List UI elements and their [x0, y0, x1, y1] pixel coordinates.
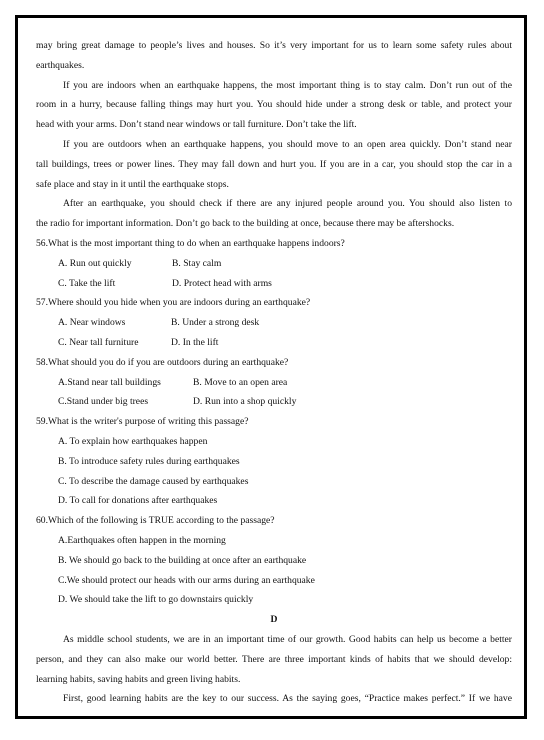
- passage-c-line: safe place and stay in it until the earthquake stops.: [36, 178, 229, 190]
- passage-c-line: room in a hurry, because falling things may hurt you. You should hide under a strong desk or table, and protect your: [36, 99, 512, 111]
- passage-d-line: First, good learning habits are the key to our success. As the saying goes, “Practice makes perfect.” If we have: [63, 693, 512, 705]
- question-57-options-row: [36, 313, 512, 333]
- option-59-c: C. To describe the damage caused by earthquakes: [58, 475, 249, 487]
- passage-c-line: earthquakes.: [36, 59, 85, 71]
- option-57-c: C. Near tall furniture: [58, 336, 139, 348]
- option-57-a: A. Near windows: [58, 317, 126, 329]
- passage-c-line: After an earthquake, you should check if there are any injured people around you. You should also listen to: [63, 198, 512, 210]
- page-content: [36, 36, 512, 709]
- passage-c-line: may bring great damage to people’s lives and houses. So it’s very important for us to learn some safety rules about: [36, 40, 512, 51]
- passage-c-line: tall buildings, trees or power lines. They may fall down and hurt you. If you are in a car, you should stop the car in a: [36, 158, 512, 170]
- option-58-a: A.Stand near tall buildings: [58, 376, 161, 388]
- question-58-options-row: [36, 373, 512, 393]
- passage-d-line: learning habits, saving habits and green living habits.: [36, 673, 241, 685]
- question-58-options-row: [36, 392, 512, 412]
- option-56-d: D. Protect head with arms: [172, 277, 272, 289]
- option-56-b: B. Stay calm: [172, 257, 222, 269]
- passage-c-line: head with your arms. Don’t stand near windows or tall furniture. Don’t take the lift.: [36, 119, 357, 131]
- option-58-b: B. Move to an open area: [193, 376, 288, 388]
- passage-d-line: As middle school students, we are in an important time of our growth. Good habits can help us become a better: [63, 633, 512, 645]
- question-58-stem: 58.What should you do if you are outdoors during an earthquake?: [36, 356, 289, 368]
- question-59-stem: 59.What is the writer's purpose of writing this passage?: [36, 416, 249, 428]
- passage-c-line: If you are indoors when an earthquake happens, the most important thing is to stay calm. Don’t run out of the: [63, 79, 512, 91]
- question-57-stem: 57.Where should you hide when you are indoors during an earthquake?: [36, 297, 311, 309]
- option-60-c: C.We should protect our heads with our arms during an earthquake: [58, 574, 315, 586]
- question-56-stem: 56.What is the most important thing to do when an earthquake happens indoors?: [36, 237, 345, 249]
- option-56-c: C. Take the lift: [58, 277, 116, 289]
- page-frame: [15, 15, 527, 719]
- passage-d-line: person, and they can also make our world better. There are three important kinds of habits that we should develop:: [36, 653, 512, 665]
- question-60-stem: 60.Which of the following is TRUE according to the passage?: [36, 515, 275, 527]
- section-d-heading: D: [270, 614, 278, 626]
- option-59-b: B. To introduce safety rules during earthquakes: [58, 455, 240, 467]
- question-56-options-row: [36, 254, 512, 274]
- option-60-d: D. We should take the lift to go downstairs quickly: [58, 594, 254, 606]
- question-56-options-row: [36, 274, 512, 294]
- option-57-d: D. In the lift: [171, 336, 219, 348]
- question-57-options-row: [36, 333, 512, 353]
- passage-c-line: the radio for important information. Don’t go back to the building at once, because there may be aftershocks.: [36, 218, 455, 230]
- option-59-d: D. To call for donations after earthquakes: [58, 495, 218, 507]
- option-56-a: A. Run out quickly: [58, 257, 132, 269]
- option-58-c: C.Stand under big trees: [58, 396, 149, 408]
- option-58-d: D. Run into a shop quickly: [193, 396, 297, 408]
- option-60-b: B. We should go back to the building at once after an earthquake: [58, 554, 307, 566]
- option-57-b: B. Under a strong desk: [171, 317, 260, 329]
- option-59-a: A. To explain how earthquakes happen: [58, 435, 208, 447]
- option-60-a: A.Earthquakes often happen in the morning: [58, 534, 226, 546]
- passage-c-line: If you are outdoors when an earthquake happens, you should move to an open area quickly. Don’t stand near: [63, 138, 512, 150]
